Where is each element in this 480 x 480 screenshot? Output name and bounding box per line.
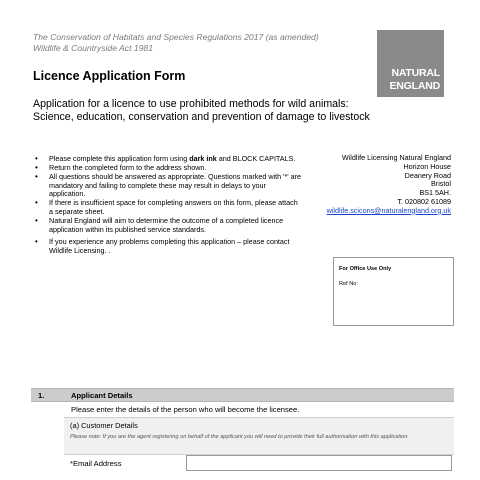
instruction-item: • If there is insufficient space for completing answers on this form, please attach a separate sheet. <box>33 199 303 216</box>
legislation-line-regulations: The Conservation of Habitats and Species Regulations 2017 (as amended) <box>33 32 319 42</box>
legislation-reference <box>33 32 373 54</box>
instruction-item: • All questions should be answered as appropriate. Questions marked with '*' are mandatory and failing to complete these may result in delays to your application. <box>33 173 303 199</box>
logo-text-natural: NATURAL <box>391 67 440 79</box>
section-header-applicant-details <box>31 388 454 402</box>
instruction-text: Please complete this application form using <box>49 154 190 163</box>
subsection-title: (a) Customer Details <box>70 421 138 430</box>
email-address-label: *Email Address <box>70 459 122 468</box>
phone-number: T. 020802 61089 <box>397 196 451 206</box>
postal-address <box>327 154 451 216</box>
office-use-title: For Office Use Only <box>339 266 392 272</box>
address-line: Deanery Road <box>404 170 451 180</box>
section-intro: Please enter the details of the person who will become the licensee. <box>71 405 300 414</box>
natural-england-logo <box>377 30 444 97</box>
office-ref-label: Ref No: <box>339 281 358 287</box>
address-line: BS1 5AH. <box>419 188 451 198</box>
address-line: Bristol <box>431 179 451 189</box>
address-line: Horizon House <box>403 161 451 171</box>
office-use-box <box>333 257 454 326</box>
instruction-item: • Natural England will aim to determine the outcome of a completed licence application within its published service standards. <box>33 217 303 234</box>
address-line: Wildlife Licensing Natural England <box>341 153 451 162</box>
instruction-item: • If you experience any problems completing this application – please contact Wildlife Licensing. . <box>33 238 303 255</box>
instruction-item: • Return the completed form to the address shown. <box>33 164 303 173</box>
section-title: Applicant Details <box>71 391 133 400</box>
logo-text-england: ENGLAND <box>389 80 440 92</box>
agent-note: Please note: If you are the agent registering on behalf of the applicant you will need to provide their full authorisation with this application. <box>70 434 409 440</box>
form-title: Licence Application Form <box>33 69 186 83</box>
email-address-field[interactable] <box>186 455 452 471</box>
instruction-emphasis: dark ink <box>189 154 217 163</box>
instructions-list <box>33 155 303 256</box>
customer-details-subsection <box>64 417 454 455</box>
legislation-line-wildlife-act: Wildlife & Countryside Act 1981 <box>33 43 153 53</box>
section-number: 1. <box>38 391 45 400</box>
instruction-text: and BLOCK CAPITALS. <box>216 154 296 163</box>
form-subtitle: Application for a licence to use prohibited methods for wild animals: Science, education, conservation and prevention of damage to livestock <box>33 98 370 123</box>
contact-email-link[interactable]: wildlife.scicons@naturalengland.org.uk <box>326 205 451 215</box>
